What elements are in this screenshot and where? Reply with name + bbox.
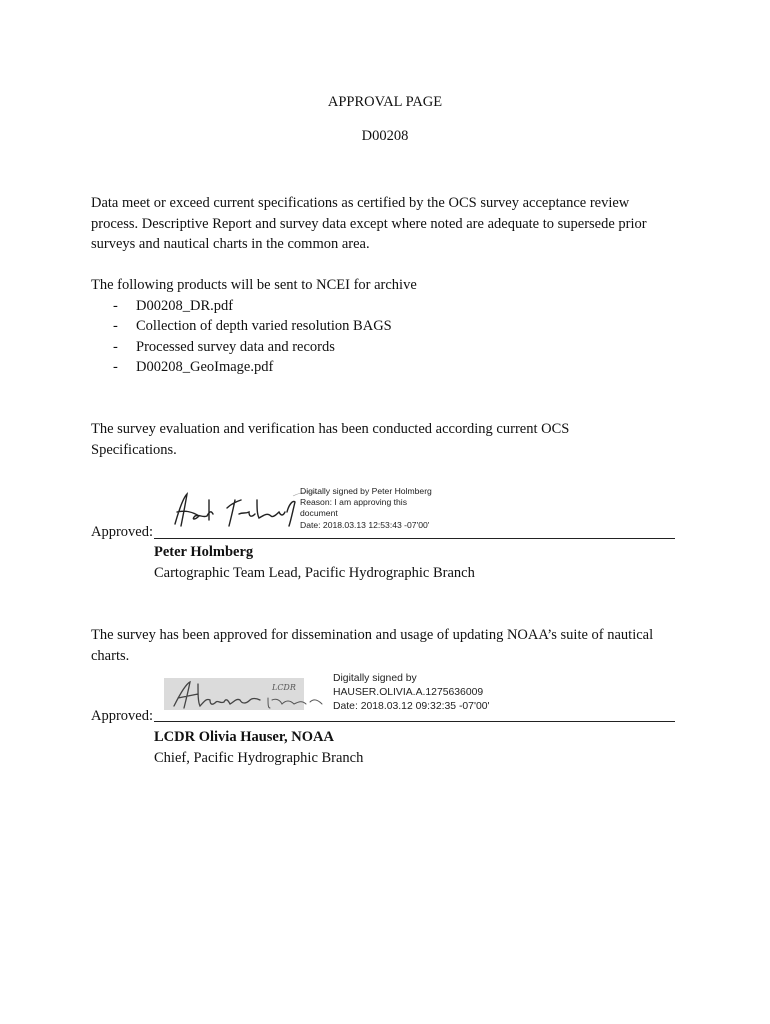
approver-role: Chief, Pacific Hydrographic Branch — [154, 750, 364, 766]
paragraph-line: Data meet or exceed current specifications as certified by the OCS survey acceptance review — [91, 195, 630, 211]
page-title: APPROVAL PAGE — [327, 94, 443, 110]
paragraph-line: charts. — [91, 648, 130, 664]
list-bullet: - — [113, 339, 118, 355]
signature-info-line: Digitally signed by — [333, 673, 417, 684]
signature-info — [300, 486, 432, 531]
paragraph-line: process. Descriptive Report and survey data except where noted are adequate to supersede prior — [91, 216, 647, 232]
list-item: D00208_DR.pdf — [136, 298, 234, 314]
list-bullet: - — [113, 359, 118, 375]
paragraph-line: The survey has been approved for dissemination and usage of updating NOAA’s suite of nautical — [91, 627, 654, 643]
signature-line — [154, 538, 675, 539]
approver-role: Cartographic Team Lead, Pacific Hydrographic Branch — [154, 565, 475, 581]
signature-info-line: Date: 2018.03.13 12:53:43 -07'00' — [300, 519, 430, 530]
signature-line — [154, 721, 675, 722]
signature-info-line: HAUSER.OLIVIA.A.1275636009 — [333, 687, 484, 698]
products-intro: The following products will be sent to NCEI for archive — [91, 277, 417, 293]
signature-info — [333, 672, 490, 714]
handwritten-signature-hauser — [164, 676, 334, 716]
approved-label: Approved: — [91, 524, 154, 540]
list-item: D00208_GeoImage.pdf — [136, 359, 274, 375]
document-id: D00208 — [361, 128, 409, 144]
signature-info-line: Digitally signed by Peter Holmberg — [300, 486, 432, 496]
svg-text:LCDR: LCDR — [272, 683, 296, 692]
list-item: Processed survey data and records — [136, 339, 335, 355]
list-bullet: - — [113, 298, 118, 314]
signature-info-line: Date: 2018.03.12 09:32:35 -07'00' — [333, 701, 490, 712]
approved-label: Approved: — [91, 708, 154, 724]
paragraph-line: The survey evaluation and verification has been conducted according current OCS — [91, 421, 570, 437]
approver-name: Peter Holmberg — [154, 544, 254, 560]
signature-info-line: Reason: I am approving this — [300, 497, 408, 508]
list-bullet: - — [113, 318, 118, 334]
list-item: Collection of depth varied resolution BAGS — [136, 318, 392, 334]
paragraph-line: surveys and nautical charts in the common area. — [91, 236, 370, 252]
signature-info-line: document — [300, 508, 338, 519]
approver-name: LCDR Olivia Hauser, NOAA — [154, 729, 334, 745]
paragraph-line: Specifications. — [91, 442, 177, 458]
